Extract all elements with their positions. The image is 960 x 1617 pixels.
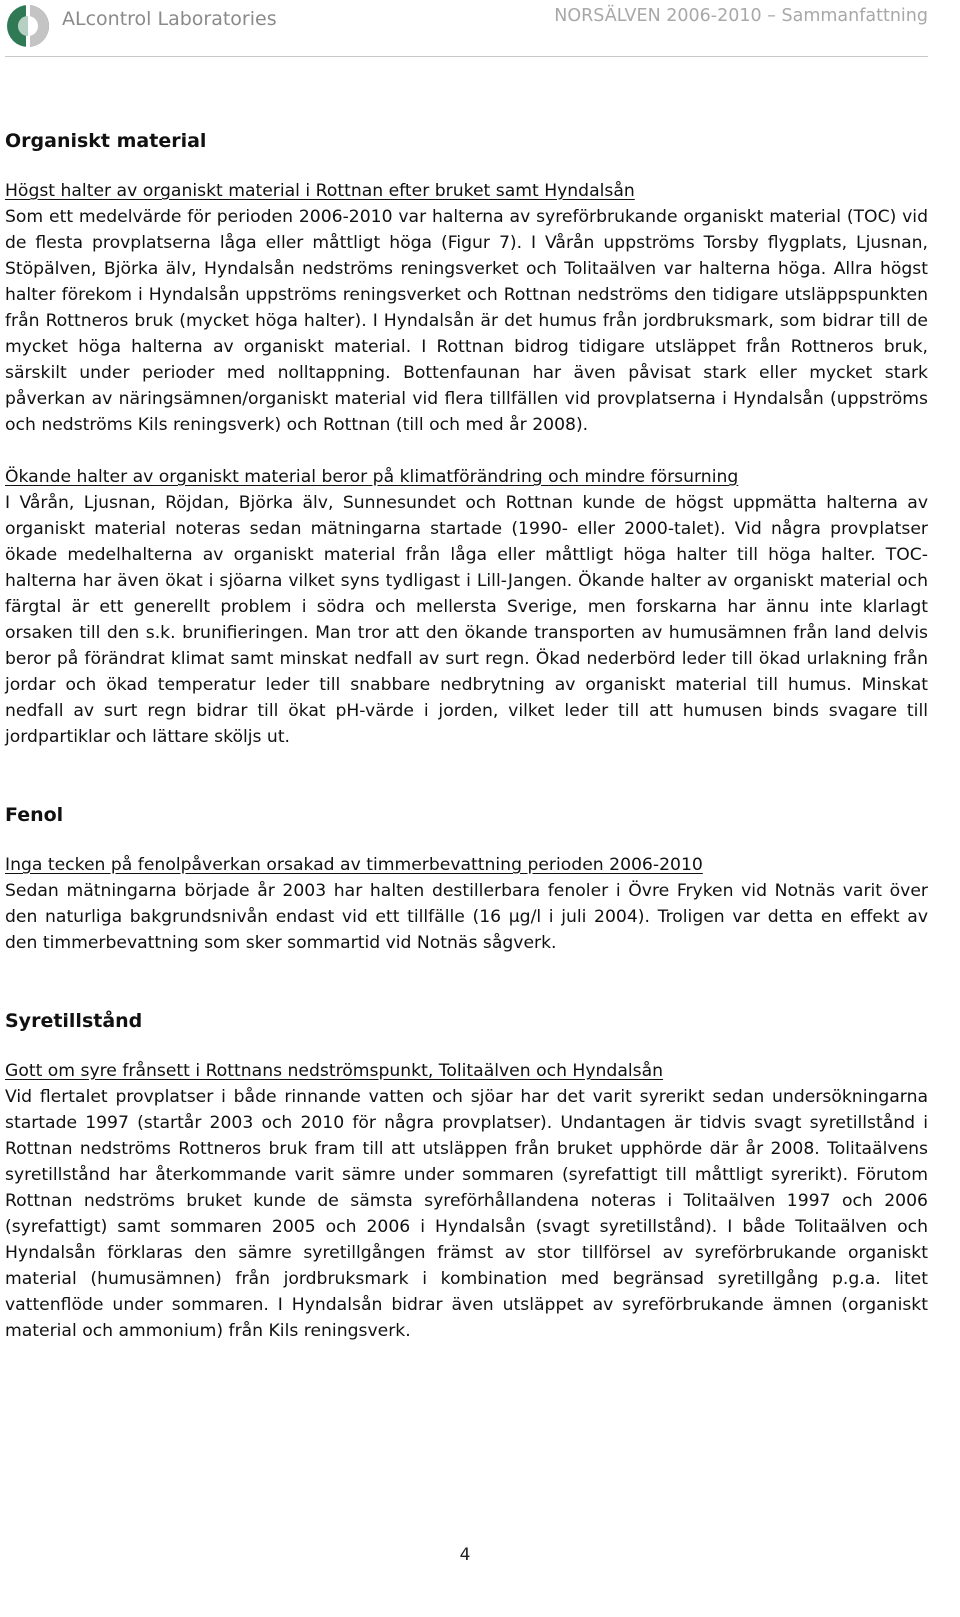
company-name: ALcontrol Laboratories	[62, 8, 277, 30]
spacer	[5, 438, 928, 464]
paragraph-oxygen: Vid flertalet provplatser i både rinnande vatten och sjöar har det varit syrerikt sedan undersökningarna startade 1997 (startår 2003 och 2010 för några provplatser). Undantagen är tidvis svagt syretillstånd i Rottnan nedströms Rottneros bruk fram till att utsläppen från bruket upphörde där år 2008. Tolitaälvens syretillstånd har återkommande varit sämre under sommaren (syrefattigt till måttligt syrerikt). Förutom Rottnan nedströms bruket kunde de sämsta syreförhållandena noteras i Tolitaälven 1997 och 2006 (syrefattigt) samt sommaren 2005 och 2006 i Hyndalsån (svagt syretillstånd). I både Tolitaälven och Hyndalsån förklaras den sämre syretillgången främst av stor tillförsel av syreförbrukande organiskt material (humusämnen) från jordbruksmark i kombination med begränsad syretillgång p.g.a. litet vattenflöde under sommaren. I Hyndalsån bidrar även utsläppet av syreförbrukande ämnen (organiskt material och ammonium) från Kils reningsverk.	[5, 1087, 928, 1341]
subheading-organic-highest: Högst halter av organiskt material i Rottnan efter bruket samt Hyndalsån	[5, 181, 635, 201]
page-number: 4	[459, 1545, 471, 1565]
subheading-organic-increasing: Ökande halter av organiskt material beror på klimatförändring och mindre försurning	[5, 467, 739, 487]
header-divider	[5, 56, 928, 57]
alcontrol-logo-icon	[5, 3, 51, 49]
page-header	[0, 0, 960, 58]
spacer	[5, 828, 928, 852]
section-heading-oxygen: Syretillstånd	[5, 1010, 143, 1032]
section-heading-phenol: Fenol	[5, 804, 64, 826]
paragraph-organic-2: I Vårån, Ljusnan, Röjdan, Björka älv, Sunnesundet och Rottnan kunde de högst uppmätta halterna av organiskt material noteras sedan mätningarna startade (1990- eller 2000-talet). Vid några provplatser ökade medelhalterna av organiskt material från låga eller måttligt höga halter till höga halter. TOC-halterna har även ökat i sjöarna vilket syns tydligast i Lill-Jangen. Ökande halter av organiskt material och färgtal är ett generellt problem i södra och mellersta Sverige, men forskarna har ännu inte klarlagt orsaken till den s.k. brunifieringen. Man tror att den ökande transporten av humusämnen från land delvis beror på förändrat klimat samt minskat nedfall av surt regn. Ökad nederbörd leder till ökad urlakning från jordar och ökad temperatur leder till snabbare nedbrytning av organiskt material till humus. Minskat nedfall av surt regn bidrar till ökat pH-värde i jorden, vilket leder till att humusen binds svagare till jordpartiklar och lättare sköljs ut.	[5, 493, 928, 747]
spacer	[5, 154, 928, 178]
subheading-phenol: Inga tecken på fenolpåverkan orsakad av timmerbevattning perioden 2006-2010	[5, 855, 703, 875]
document-title: NORSÄLVEN 2006-2010 – Sammanfattning	[554, 6, 928, 26]
spacer	[5, 956, 928, 1008]
spacer	[5, 750, 928, 802]
main-content	[5, 128, 928, 1344]
paragraph-organic-1: Som ett medelvärde för perioden 2006-2010 var halterna av syreförbrukande organiskt material (TOC) vid de flesta provplatserna låga eller måttligt höga (Figur 7). I Vårån uppströms Torsby flygplats, Ljusnan, Stöpälven, Björka älv, Hyndalsån nedströms reningsverket och Tolitaälven var halterna höga. Allra högst halter förekom i Hyndalsån uppströms reningsverket och Rottnan nedströms den tidigare utsläppspunkten från Rottneros bruk (mycket höga halter). I Hyndalsån är det humus från jordbruksmark, som bidrar till de mycket höga halterna av organiskt material. I Rottnan bidrog tidigare utsläppet från Rottneros bruk, särskilt under perioder med nolltappning. Bottenfaunan har även påvisat stark eller mycket stark påverkan av näringsämnen/organiskt material vid flera tillfällen vid provplatserna i Hyndalsån (uppströms och nedströms Kils reningsverk) och Rottnan (till och med år 2008).	[5, 207, 928, 435]
spacer	[5, 1034, 928, 1058]
subheading-oxygen: Gott om syre frånsett i Rottnans nedströmspunkt, Tolitaälven och Hyndalsån	[5, 1061, 664, 1081]
section-heading-organic: Organiskt material	[5, 130, 207, 152]
paragraph-phenol: Sedan mätningarna började år 2003 har halten destillerbara fenoler i Övre Fryken vid Notnäs varit över den naturliga bakgrundsnivån endast vid ett tillfälle (16 µg/l i juli 2004). Troligen var detta en effekt av den timmerbevattning som sker sommartid vid Notnäs sågverk.	[5, 881, 928, 953]
